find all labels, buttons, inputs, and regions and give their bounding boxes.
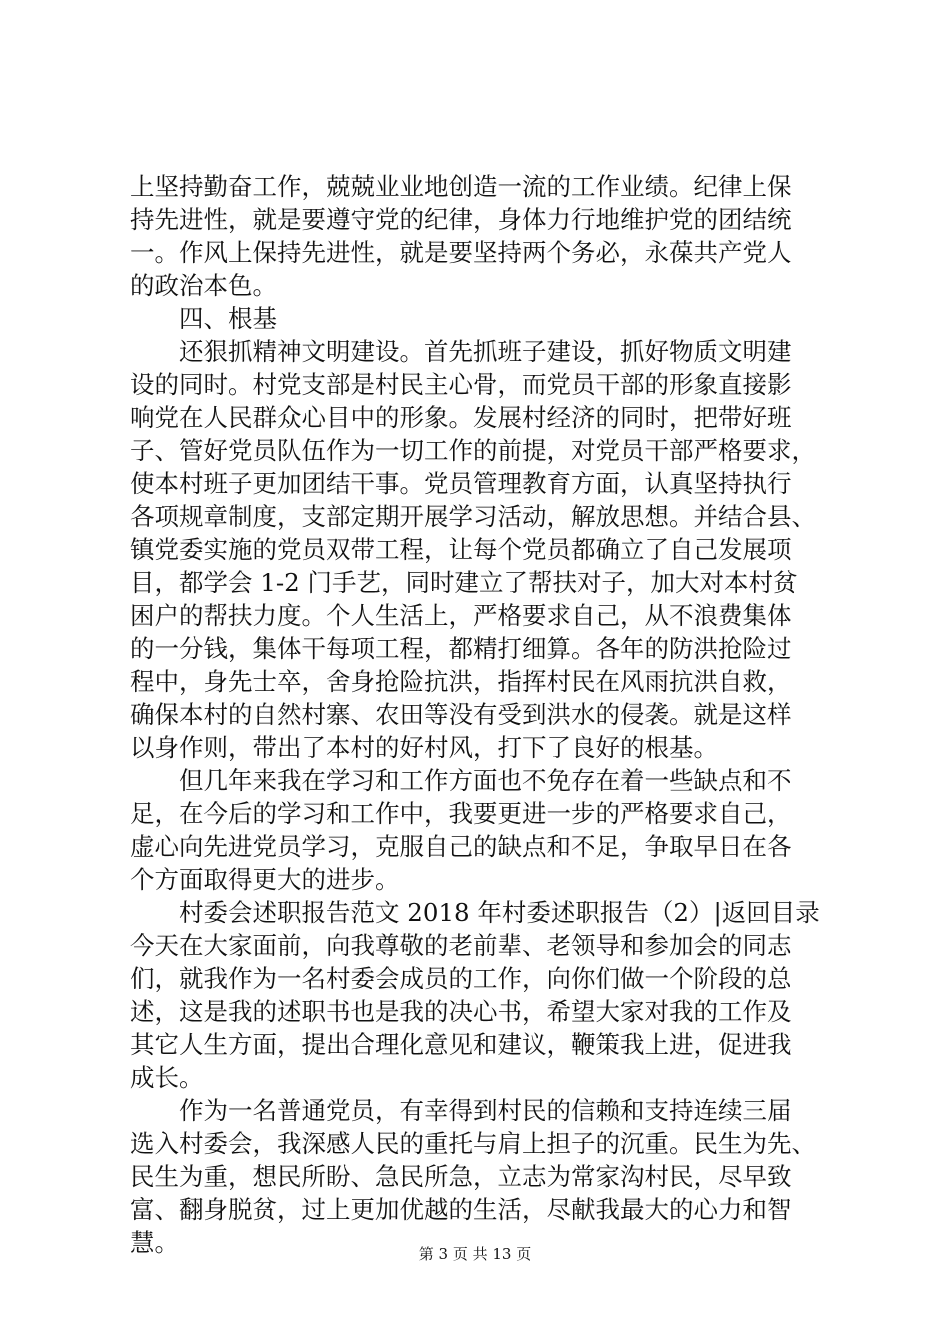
text-line: 民生为重，想民所盼、急民所急，立志为常家沟村民，尽早致 [130,1162,792,1191]
text-line: 们，就我作为一名村委会成员的工作，向你们做一个阶段的总 [130,964,792,993]
text-line: 子、管好党员队伍作为一切工作的前提，对党员干部严格要求， [130,436,816,465]
text-line: 上坚持勤奋工作，兢兢业业地创造一流的工作业绩。纪律上保 [130,172,792,201]
text-line: 个方面取得更大的进步。 [130,865,400,894]
text-line: 选入村委会，我深感人民的重托与肩上担子的沉重。民生为先、 [130,1129,816,1158]
text-line: 成长。 [130,1063,204,1092]
text-line: 一。作风上保持先进性，就是要坚持两个务必，永葆共产党人 [130,238,792,267]
text-line: 慧。 [130,1228,179,1257]
text-line: 作为一名普通党员，有幸得到村民的信赖和支持连续三届 [179,1096,792,1125]
text-line: 四、根基 [179,304,277,333]
text-line: 设的同时。村党支部是村民主心骨，而党员干部的形象直接影 [130,370,792,399]
text-line: 各项规章制度，支部定期开展学习活动，解放思想。并结合县、 [130,502,816,531]
text-line: 虚心向先进党员学习，克服自己的缺点和不足，争取早日在各 [130,832,792,861]
page-footer: 第 3 页 共 13 页 [418,1245,532,1263]
text-line: 持先进性，就是要遵守党的纪律，身体力行地维护党的团结统 [130,205,792,234]
text-line: 目，都学会 1-2 门手艺，同时建立了帮扶对子，加大对本村贫 [130,568,798,597]
text-line: 的一分钱，集体干每项工程，都精打细算。各年的防洪抢险过 [130,634,792,663]
text-line: 响党在人民群众心目中的形象。发展村经济的同时，把带好班 [130,403,792,432]
text-line: 镇党委实施的党员双带工程，让每个党员都确立了自己发展项 [130,535,792,564]
text-line: 但几年来我在学习和工作方面也不免存在着一些缺点和不 [179,766,792,795]
text-line: 的政治本色。 [130,271,277,300]
text-line: 足，在今后的学习和工作中，我要更进一步的严格要求自己， [130,799,792,828]
text-line: 富、翻身脱贫，过上更加优越的生活，尽献我最大的心力和智 [130,1195,792,1224]
text-line: 其它人生方面，提出合理化意见和建议，鞭策我上进，促进我 [130,1030,792,1059]
text-line: 以身作则，带出了本村的好村风，打下了良好的根基。 [130,733,718,762]
text-line: 今天在大家面前，向我尊敬的老前辈、老领导和参加会的同志 [130,931,792,960]
text-line: 困户的帮扶力度。个人生活上，严格要求自己，从不浪费集体 [130,601,792,630]
text-line: 述，这是我的述职书也是我的决心书，希望大家对我的工作及 [130,997,792,1026]
document-body [130,170,830,1259]
text-line: 程中，身先士卒，舍身抢险抗洪，指挥村民在风雨抗洪自救， [130,667,792,696]
text-line: 使本村班子更加团结干事。党员管理教育方面，认真坚持执行 [130,469,792,498]
text-line: 确保本村的自然村寨、农田等没有受到洪水的侵袭。就是这样 [130,700,792,729]
text-line: 还狠抓精神文明建设。首先抓班子建设，抓好物质文明建 [179,337,792,366]
text-line: 村委会述职报告范文 2018 年村委述职报告（2）|返回目录 [179,898,820,927]
